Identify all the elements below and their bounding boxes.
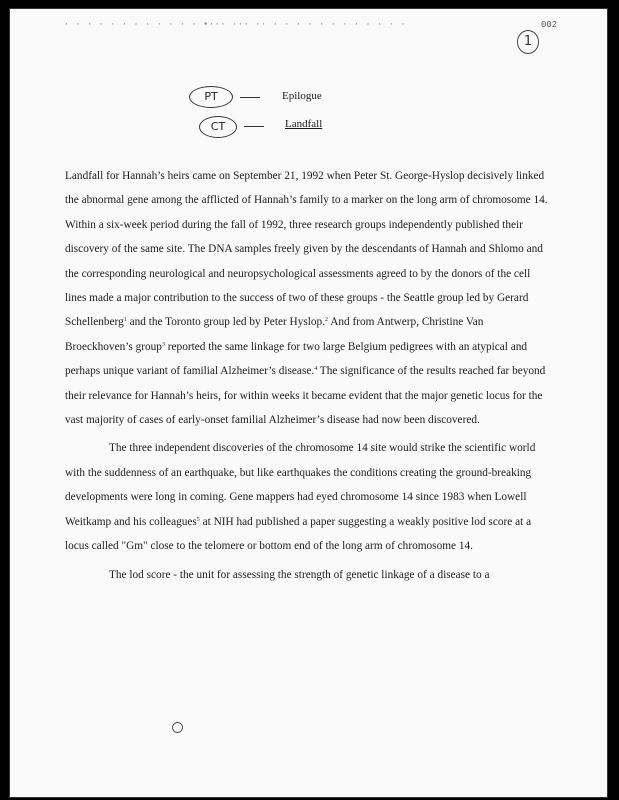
body-paragraph [65, 563, 553, 587]
paragraph-text: The three independent discoveries of the chromosome 14 site would strike the scientific world with the suddenness of an earthquake, but like earthquakes the conditions creating the ground-breaking developments were long in coming. Gene mappers had eyed chromosome 14 since 1983 when Lowell Weitkamp and his colleagues [65, 442, 536, 528]
handwritten-annotation-pt: PT [189, 86, 233, 108]
body-text [65, 164, 553, 587]
body-paragraph [65, 436, 553, 558]
handwritten-page-number: 1 [517, 30, 539, 54]
footnote-marker: 5 [196, 516, 200, 523]
document-page [9, 8, 608, 798]
annotation-dash [240, 97, 260, 98]
paragraph-text: And from Antwerp, Christine Van Broeckhoven’s group [65, 316, 484, 353]
footnote-marker: 1 [123, 317, 127, 324]
paragraph-text: at NIH had published a paper suggesting a weakly positive lod score at a locus called "Gm" close to the telomere or bottom end of the long arm of chromosome 14. [65, 515, 532, 553]
heading-landfall: Landfall [285, 118, 323, 130]
footnote-marker: 2 [325, 317, 329, 324]
handwritten-annotation-ct: CT [199, 116, 237, 138]
fax-header-line: · · · · · · · · · · · · ▪··· ··· ·· · · · · · · · · · · · · [64, 20, 407, 29]
punch-hole-mark [172, 722, 183, 733]
body-paragraph [65, 164, 553, 432]
paragraph-text: The significance of the results reached far beyond their relevance for Hannah’s heirs, for within weeks it became evident that the major genetic locus for the vast majority of cases of early-onset familial Alzheimer’s disease had now been discovered. [65, 365, 546, 427]
paragraph-text: and the Toronto group led by Peter Hyslop. [126, 316, 326, 329]
fax-page-number: 002 [541, 20, 558, 30]
paragraph-text: The lod score - the unit for assessing the strength of genetic linkage of a disease to a [109, 568, 490, 581]
paragraph-text: reported the same linkage for two large Belgium pedigrees with an atypical and perhaps unique variant of familial Alzheimer’s disease. [65, 340, 528, 378]
heading-epilogue: Epilogue [282, 90, 322, 102]
annotation-dash [244, 126, 264, 127]
footnote-marker: 3 [161, 341, 165, 348]
footnote-marker: 4 [314, 366, 318, 373]
paragraph-text: Landfall for Hannah’s heirs came on September 21, 1992 when Peter St. George-Hyslop decisively linked the abnormal gene among the afflicted of Hannah’s family to a marker on the long arm of chromosome 14. Within a six-week period during the fall of 1992, three research groups independently published their discovery of the same site. The DNA samples freely given by the descendants of Hannah and Shlomo and the corresponding neurological and neuropsychological assessments agreed to by the donors of the cell lines made a major contribution to the success of two of these groups - the Seattle group led by Gerard Schellenberg [65, 170, 548, 329]
